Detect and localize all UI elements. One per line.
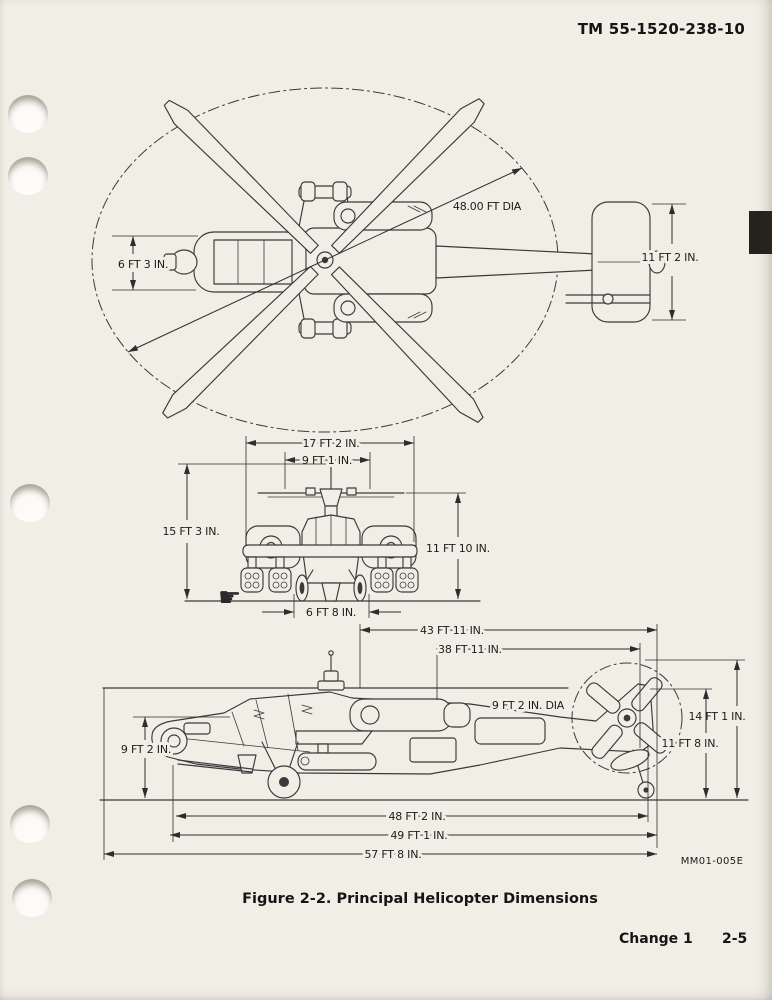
pointing-hand-icon: ☛ xyxy=(218,583,242,613)
tail-rotor-height-label: 14 FT 1 IN. xyxy=(688,710,746,723)
tm-number: TM 55-1520-238-10 xyxy=(577,20,745,38)
dim-length-49 xyxy=(170,829,657,842)
footer-page-number: 2-5 xyxy=(722,931,748,947)
inner-span-label: 9 FT 1 IN. xyxy=(301,454,353,467)
wheel-track-label: 6 FT 8 IN. xyxy=(305,606,357,619)
fuselage-width-label: 6 FT 3 IN. xyxy=(117,258,169,271)
top-view-fuselage xyxy=(154,182,665,338)
rotor-diameter-label: 48.00 FT DIA xyxy=(452,200,522,213)
side-view-helicopter xyxy=(103,651,682,798)
figure-caption: Figure 2-2. Principal Helicopter Dimensions xyxy=(242,891,598,907)
length-48-label: 48 FT 2 IN. xyxy=(388,810,446,823)
drawing-code: MM01-005E xyxy=(680,856,744,867)
length-43-label: 43 FT 11 IN. xyxy=(420,624,484,637)
side-view-drawing xyxy=(100,624,748,867)
overall-height-label: 15 FT 3 IN. xyxy=(162,525,220,538)
front-view-helicopter xyxy=(241,459,418,601)
stabilator-span-label: 11 FT 2 IN. xyxy=(641,251,699,264)
wing-span-label: 17 FT 2 IN. xyxy=(302,437,360,450)
dim-rotor-head-height xyxy=(406,493,490,599)
rotor-head-height-label: 11 FT 10 IN. xyxy=(426,542,490,555)
front-view-drawing xyxy=(162,436,490,619)
top-view-drawing xyxy=(92,88,699,432)
stabilator-height-label: 11 FT 8 IN. xyxy=(661,737,719,750)
fuselage-height-label: 9 FT 2 IN. xyxy=(120,743,172,756)
length-38-label: 38 FT 11 IN. xyxy=(438,643,502,656)
footer-change: Change 1 xyxy=(619,931,693,947)
tail-rotor-diameter-label: 9 FT 2 IN. DIA xyxy=(491,699,565,712)
dim-inner-span xyxy=(285,452,370,489)
length-57-label: 57 FT 8 IN. xyxy=(364,848,422,861)
length-49-label: 49 FT 1 IN. xyxy=(390,829,448,842)
